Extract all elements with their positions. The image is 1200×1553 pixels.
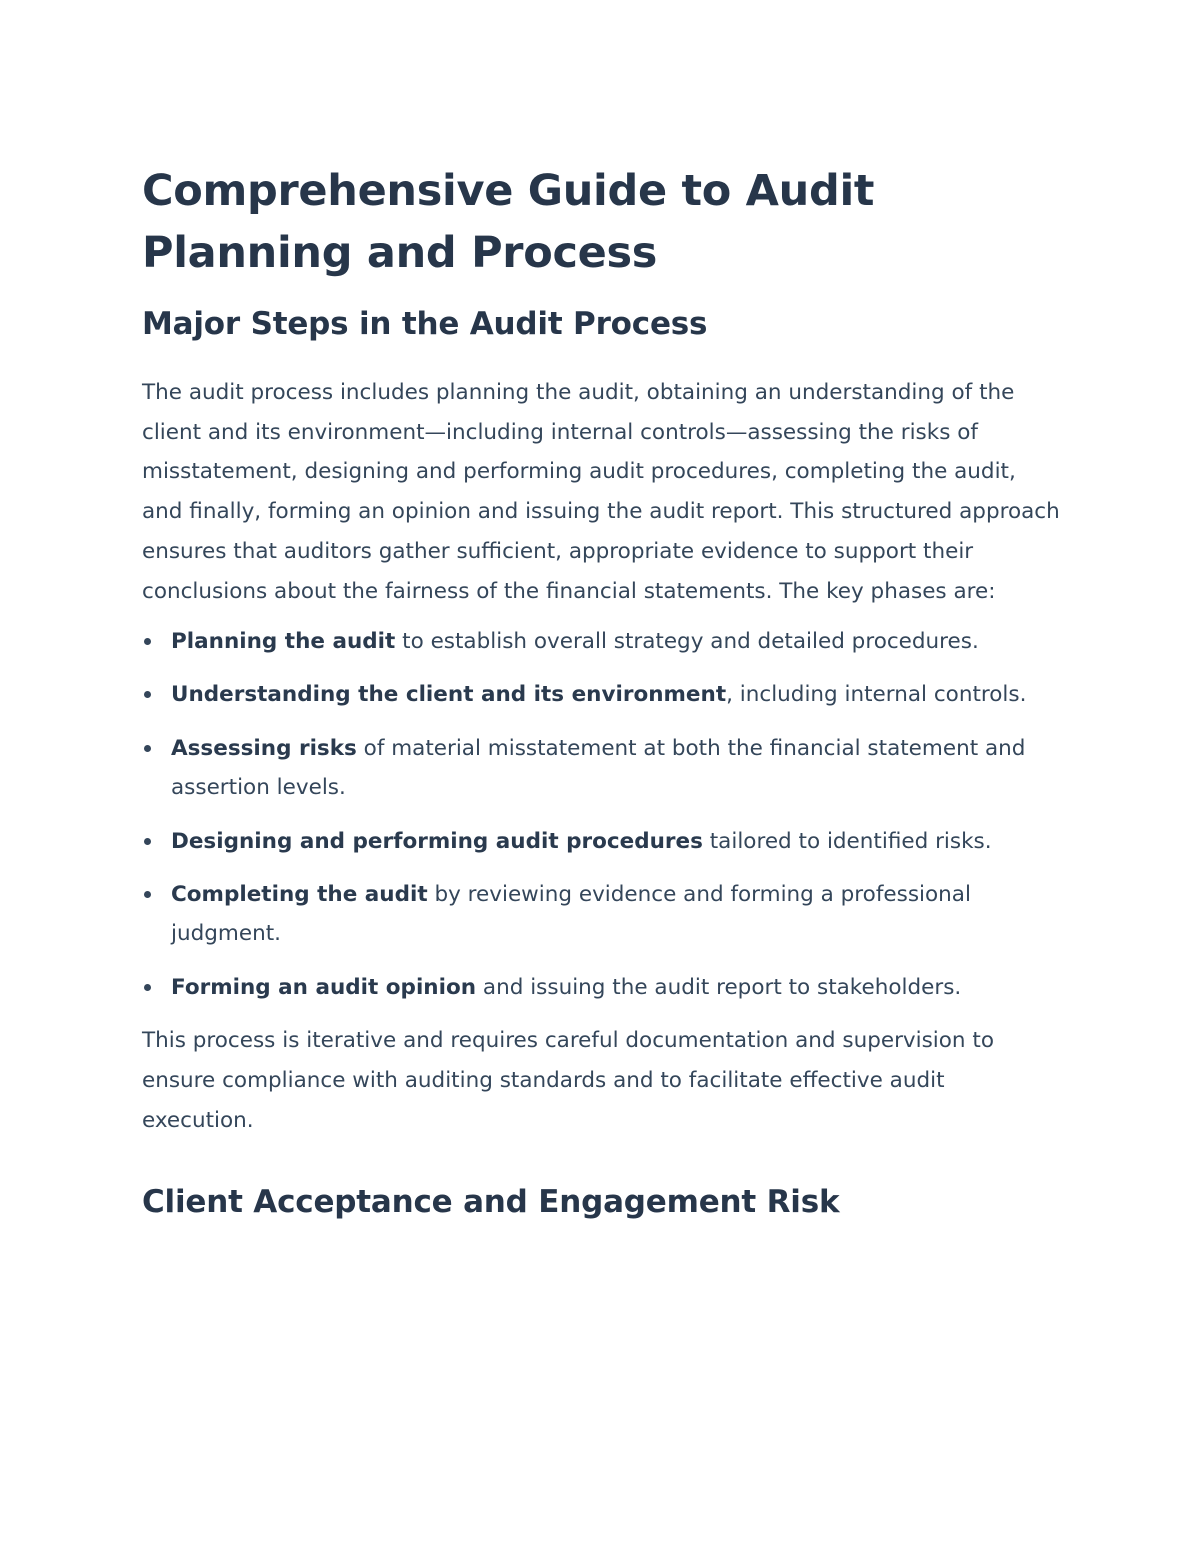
phase-description: to establish overall strategy and detailed procedures. — [395, 629, 979, 655]
bullet-icon — [144, 691, 151, 698]
list-item — [142, 822, 1062, 862]
list-item — [142, 675, 1062, 715]
phase-description: by reviewing evidence and forming a professional judgment. — [171, 881, 971, 947]
phase-list — [142, 622, 1062, 1007]
section-heading-audit-process: Major Steps in the Audit Process — [142, 306, 708, 342]
phase-term: Planning the audit — [171, 629, 396, 655]
list-item — [142, 875, 1062, 954]
phase-description: tailored to identified risks. — [702, 828, 992, 854]
bullet-icon — [144, 838, 151, 845]
phase-term: Understanding the client and its environment — [171, 682, 727, 708]
page-title: Comprehensive Guide to Audit Planning and Process — [142, 166, 875, 278]
phase-description: , including internal controls. — [726, 682, 1027, 708]
section-heading-client-acceptance: Client Acceptance and Engagement Risk — [142, 1184, 840, 1221]
list-item — [142, 729, 1062, 808]
bullet-icon — [144, 745, 151, 752]
phase-description: and issuing the audit report to stakeholders. — [476, 974, 962, 1000]
list-item — [142, 968, 1062, 1008]
bullet-icon — [144, 891, 151, 898]
phase-description: of material misstatement at both the financial statement and assertion levels. — [171, 735, 1026, 801]
phase-term: Designing and performing audit procedures — [171, 828, 703, 854]
phase-term: Assessing risks — [171, 735, 357, 761]
section-closing-paragraph: This process is iterative and requires careful documentation and supervision to ensure compliance with auditing standards and to facilitate effective audit execution. — [142, 1028, 994, 1133]
phase-term: Forming an audit opinion — [171, 974, 477, 1000]
bullet-icon — [144, 984, 151, 991]
section-intro-paragraph: The audit process includes planning the audit, obtaining an understanding of the client and its environment—including internal controls—assessing the risks of misstatement, designing and performing audit procedures, completing the audit, and finally, forming an opinion and issuing the audit report. This structured approach ensures that auditors gather sufficient, appropriate evidence to support their conclusions about the fairness of the financial statements. The key phases are: — [142, 380, 1060, 604]
list-item — [142, 622, 1062, 662]
phase-term: Completing the audit — [171, 881, 428, 907]
bullet-icon — [144, 638, 151, 645]
document-page — [142, 160, 1062, 1224]
